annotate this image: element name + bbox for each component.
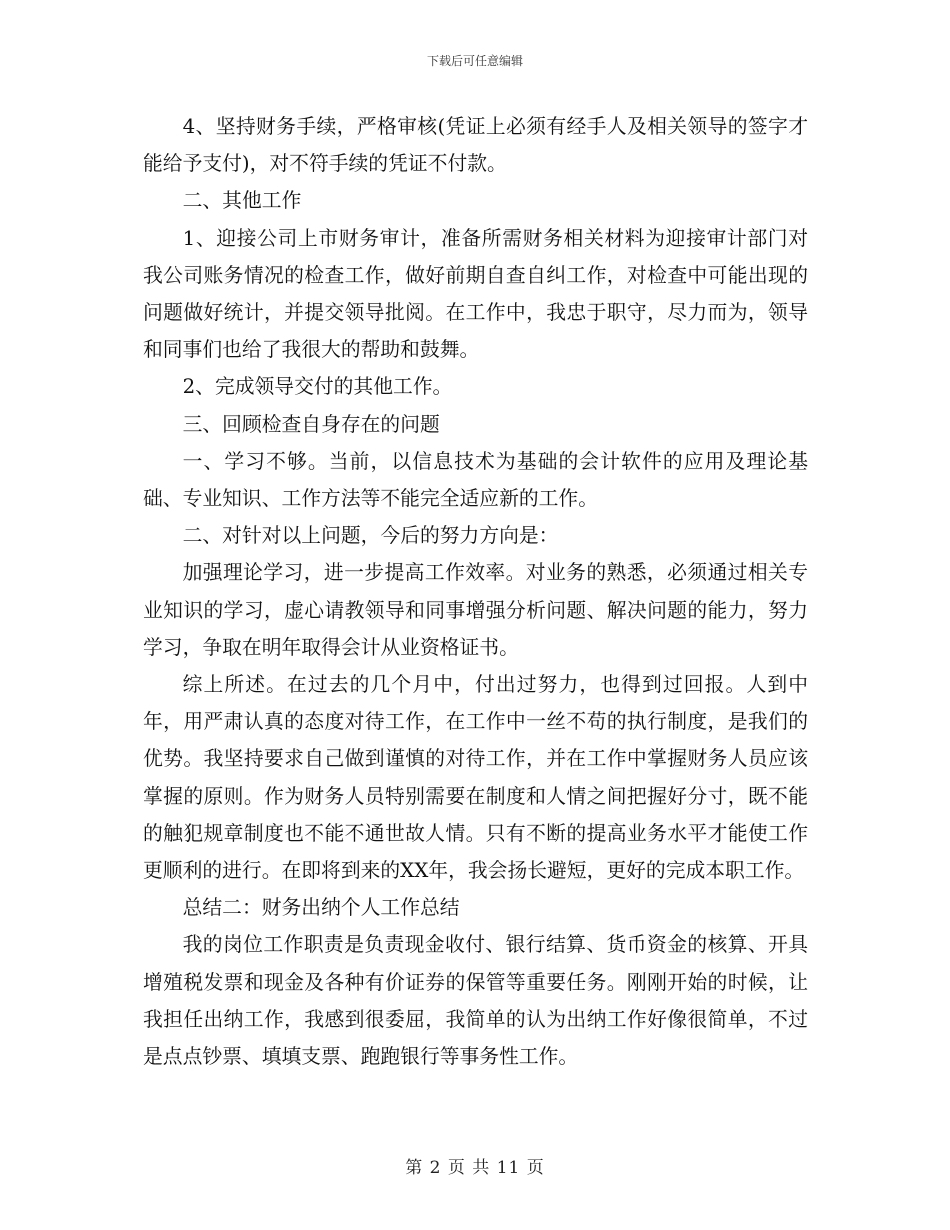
paragraph-other-tasks: 2、完成领导交付的其他工作。 xyxy=(182,375,453,399)
paragraph-strengthen-learning: 加强理论学习，进一步提高工作效率。对业务的熟悉，必须通过相关专业知识的学习，虚心请教领导和同事增强分析问题、解决问题的能力，努力学习，争取在明年取得会计从业资格证书。 xyxy=(143,561,808,659)
paragraph-job-duties: 我的岗位工作职责是负责现金收付、银行结算、货币资金的核算、开具增殖税发票和现金及各种有价证券的保管等重要任务。刚刚开始的时候，让我担任出纳工作，我感到很委屈，我简单的认为出纳工作好像很简单，不过是点点钞票、填填支票、跑跑银行等事务性工作。 xyxy=(143,933,808,1069)
paragraph-insufficient-study: 一、学习不够。当前，以信息技术为基础的会计软件的应用及理论基础、专业知识、工作方法等不能完全适应新的工作。 xyxy=(143,449,808,511)
page-header: 下载后可任意编辑 xyxy=(426,54,523,68)
section-heading-summary-two: 总结二：财务出纳个人工作总结 xyxy=(182,896,460,920)
paragraph-audit: 1、迎接公司上市财务审计，准备所需财务相关材料为迎接审计部门对我公司账务情况的检查工作，做好前期自查自纠工作，对检查中可能出现的问题做好统计，并提交领导批阅。在工作中，我忠于职守，尽力而为，领导和同事们也给了我很大的帮助和鼓舞。 xyxy=(143,226,808,362)
section-heading-review-problems: 三、回顾检查自身存在的问题 xyxy=(182,412,440,436)
paragraph-future-direction: 二、对针对以上问题，今后的努力方向是： xyxy=(182,524,559,548)
paragraph-finance-procedures: 4、坚持财务手续，严格审核(凭证上必须有经手人及相关领导的签字才能给予支付)，对不符手续的凭证不付款。 xyxy=(143,115,808,176)
page-footer: 第 2 页 共 11 页 xyxy=(405,1158,545,1178)
section-heading-other-work: 二、其他工作 xyxy=(182,189,302,213)
document-body xyxy=(143,108,808,1075)
paragraph-conclusion: 综上所述。在过去的几个月中，付出过努力，也得到过回报。人到中年，用严肃认真的态度对待工作，在工作中一丝不苟的执行制度，是我们的优势。我坚持要求自己做到谨慎的对待工作，并在工作中掌握财务人员应该掌握的原则。作为财务人员特别需要在制度和人情之间把握好分寸，既不能的触犯规章制度也不能不通世故人情。只有不断的提高业务水平才能使工作更顺利的进行。在即将到来的XX年，我会扬长避短，更好的完成本职工作。 xyxy=(143,673,808,883)
